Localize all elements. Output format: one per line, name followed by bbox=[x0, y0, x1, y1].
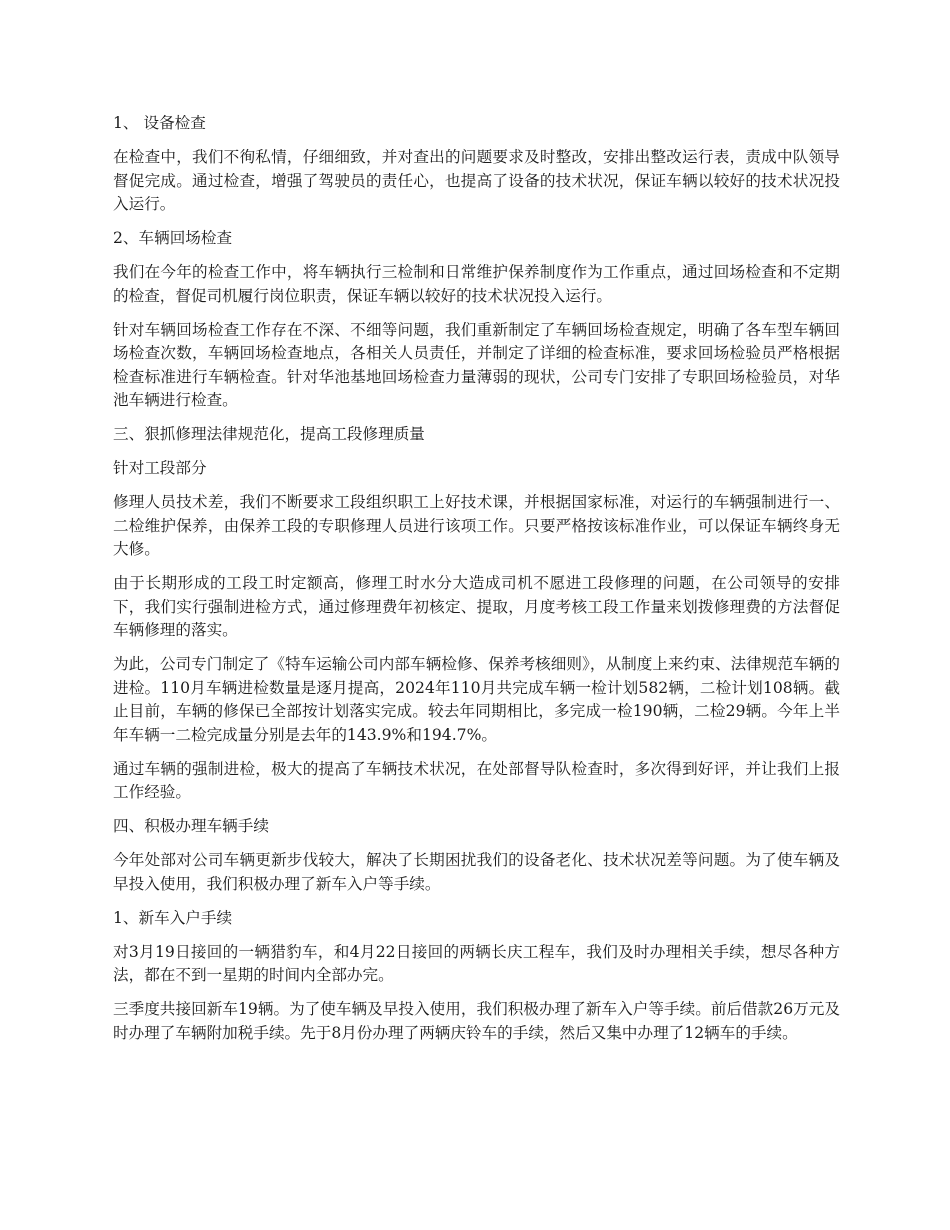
heading-equipment-inspection: 1、 设备检查 bbox=[113, 114, 206, 132]
paragraph-inspection-statistics: 为此，公司专门制定了《特车运输公司内部车辆检修、保养考核细则》，从制度上来约束、法律规范车辆的进检。110月车辆进检数量是逐月提高，2024年110月共完成车辆一检计划582辆，二检计划108辆。截止目前，车辆的修保已全部按计划落实完成。较去年同期相比，多完成一检190辆，二检29辆。今年上半年车辆一二检完成量分别是去年的143.9%和194.7%。 bbox=[113, 655, 840, 744]
paragraph-mandatory-inspection: 由于长期形成的工段工时定额高，修理工时水分大造成司机不愿进工段修理的问题，在公司领导的安排下，我们实行强制进检方式，通过修理费年初核定、提取，月度考核工段工作量来划拨修理费的方法督促车辆修理的落实。 bbox=[113, 574, 840, 639]
paragraph-inspection-results: 通过车辆的强制进检，极大的提高了车辆技术状况，在处部督导队检查时，多次得到好评，并让我们上报工作经验。 bbox=[113, 759, 840, 801]
heading-new-vehicle-registration: 1、新车入户手续 bbox=[113, 908, 233, 927]
heading-vehicle-procedures: 四、积极办理车辆手续 bbox=[113, 817, 269, 835]
paragraph-return-inspection-rules: 针对车辆回场检查工作存在不深、不细等问题，我们重新制定了车辆回场检查规定，明确了各车型车辆回场检查次数，车辆回场检查地点，各相关人员责任，并制定了详细的检查标准，要求回场检验员严格根据检查标准进行车辆检查。针对华池基地回场检查力量薄弱的现状，公司专门安排了专职回场检验员，对华池车辆进行检查。 bbox=[113, 320, 840, 409]
heading-vehicle-return-inspection: 2、车辆回场检查 bbox=[113, 229, 233, 247]
paragraph-inspection-rectification: 在检查中，我们不徇私情，仔细细致，并对查出的问题要求及时整改，安排出整改运行表，责成中队领导督促完成。通过检查，增强了驾驶员的责任心，也提高了设备的技术状况，保证车辆以较好的技术状况投入运行。 bbox=[113, 148, 840, 213]
paragraph-third-quarter-registration: 三季度共接回新车19辆。为了使车辆及早投入使用，我们积极办理了新车入户等手续。前后借款26万元及时办理了车辆附加税手续。先于8月份办理了两辆庆铃车的手续，然后又集中办理了12辆车的手续。 bbox=[113, 1000, 840, 1042]
paragraph-return-inspection-focus: 我们在今年的检查工作中，将车辆执行三检制和日常维护保养制度作为工作重点，通过回场检查和不定期的检查，督促司机履行岗位职责，保证车辆以较好的技术状况投入运行。 bbox=[113, 263, 840, 305]
paragraph-vehicle-renewal: 今年处部对公司车辆更新步伐较大，解决了长期困扰我们的设备老化、技术状况差等问题。为了使车辆及早投入使用，我们积极办理了新车入户等手续。 bbox=[113, 851, 840, 893]
heading-repair-standardization: 三、狠抓修理法律规范化，提高工段修理质量 bbox=[113, 425, 425, 443]
paragraph-repair-staff-training: 修理人员技术差，我们不断要求工段组织职工上好技术课，并根据国家标准，对运行的车辆强制进行一、二检维护保养，由保养工段的专职修理人员进行该项工作。只要严格按该标准作业，可以保证车辆终身无大修。 bbox=[113, 493, 840, 558]
heading-workshop-section: 针对工段部分 bbox=[113, 459, 207, 477]
paragraph-registration-march-april: 对3月19日接回的一辆猎豹车，和4月22日接回的两辆长庆工程车，我们及时办理相关手续，想尽各种方法，都在不到一星期的时间内全部办完。 bbox=[113, 942, 840, 984]
document-body bbox=[113, 112, 840, 1056]
